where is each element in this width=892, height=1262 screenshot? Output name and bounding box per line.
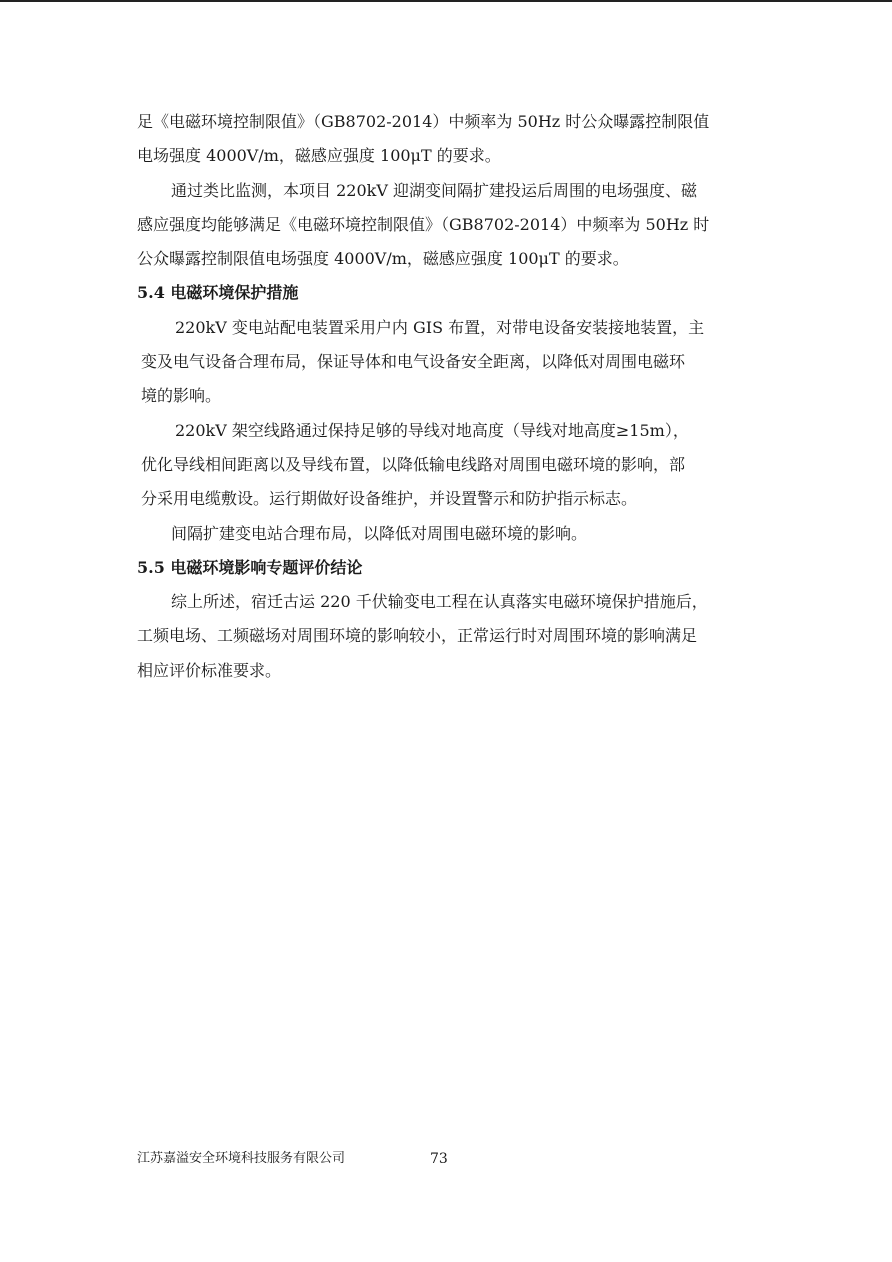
paragraph-line: 电场强度 4000V/m，磁感应强度 100μT 的要求。 (137, 146, 501, 166)
paragraph-line: 间隔扩建变电站合理布局，以降低对周围电磁环境的影响。 (171, 523, 588, 543)
paragraph-line: 足《电磁环境控制限值》（GB8702-2014）中频率为 50Hz 时公众曝露控制限值 (137, 112, 710, 131)
paragraph-line: 综上所述，宿迁古运 220 千伏输变电工程在认真落实电磁环境保护措施后， (171, 592, 708, 612)
paragraph-line: 感应强度均能够满足《电磁环境控制限值》（GB8702-2014）中频率为 50Hz 时 (137, 214, 710, 234)
footer-page-number: 73 (430, 1151, 448, 1167)
paragraph-line: 分采用电缆敷设。运行期做好设备维护，并设置警示和防护指示标志。 (141, 489, 638, 509)
paragraph-line: 变及电气设备合理布局，保证导体和电气设备安全距离，以降低对周围电磁环 (141, 352, 686, 372)
section-heading-5-4: 5.4 电磁环境保护措施 (137, 283, 299, 303)
footer-company-name: 江苏嘉溢安全环境科技服务有限公司 (137, 1151, 346, 1166)
document-body (137, 105, 759, 688)
paragraph-line: 境的影响。 (141, 386, 222, 406)
paragraph-line: 220kV 架空线路通过保持足够的导线对地高度（导线对地高度≥15m）， (175, 420, 689, 440)
paragraph-line: 优化导线相间距离以及导线布置，以降低输电线路对周围电磁环境的影响，部 (141, 454, 686, 474)
paragraph-line: 相应评价标准要求。 (137, 660, 282, 680)
paragraph-line: 通过类比监测，本项目 220kV 迎湖变间隔扩建投运后周围的电场强度、磁 (171, 180, 697, 200)
paragraph-line: 工频电场、工频磁场对周围环境的影响较小，正常运行时对周围环境的影响满足 (137, 626, 698, 646)
paragraph-line: 220kV 变电站配电装置采用户内 GIS 布置，对带电设备安装接地装置，主 (175, 317, 705, 337)
paragraph-line: 公众曝露控制限值电场强度 4000V/m，磁感应强度 100μT 的要求。 (137, 249, 629, 269)
top-border-line (0, 0, 892, 2)
section-heading-5-5: 5.5 电磁环境影响专题评价结论 (137, 557, 363, 577)
